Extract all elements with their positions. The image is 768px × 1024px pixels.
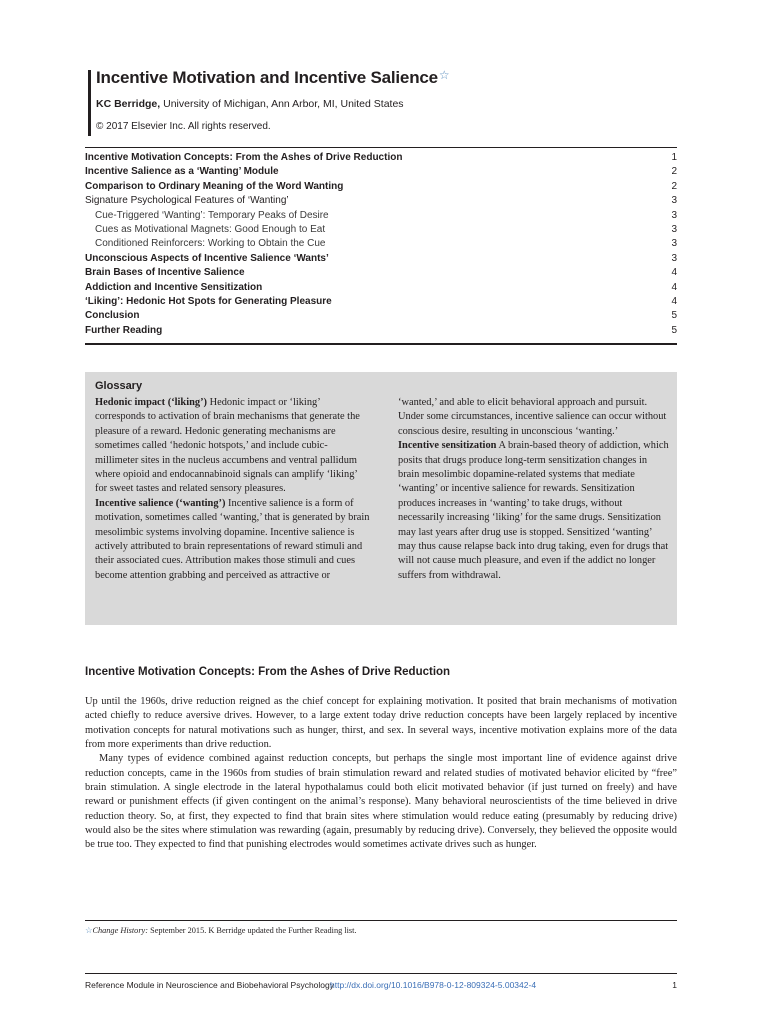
header-accent-bar <box>88 70 91 136</box>
toc-entry[interactable] <box>85 281 677 295</box>
author-name: KC Berridge, <box>96 98 161 110</box>
toc-entry-page: 4 <box>671 281 677 293</box>
page-number: 1 <box>672 980 677 990</box>
doi-link[interactable]: http://dx.doi.org/10.1016/B978-0-12-809324-5.00342-4 <box>330 980 537 990</box>
section-body <box>85 695 677 853</box>
glossary-entry <box>95 497 370 583</box>
glossary-box <box>85 372 677 625</box>
toc-top-rule <box>85 147 677 148</box>
toc-entry-page: 3 <box>671 238 677 250</box>
footnote-rule <box>85 920 677 921</box>
body-paragraph: Many types of evidence combined against reduction concepts, but perhaps the single most important line of evidence against drive reduction concepts, came in the 1960s from studies of brain stimulation reward and related studies of motivated behavior elicited by “free” brain stimulation. A single electrode in the lateral hypothalamus could both elicit motivated behavior (if just turned on freely) and have reward or punishment effects (if given contingent on the animal’s response). Many behavioral neuroscientists of the time believed in drive reduction theory. So, at first, they expected to find that brain sites where stimulation would reduce eating (presumably by reducing drive) would also be the sites where stimulation was rewarding (again, presumably by reducing drive). Conversely, they believed the opposite would be true too. They expected to find that punishing electrodes would sometimes activate drives such as hunger. <box>85 753 677 851</box>
toc-entry-page: 3 <box>671 195 677 207</box>
change-history-footnote <box>85 925 357 935</box>
toc-entry-label: Conditioned Reinforcers: Working to Obtain the Cue <box>95 238 326 250</box>
toc-entry-page: 5 <box>671 310 677 322</box>
toc-entry-page: 2 <box>671 180 677 192</box>
toc-entry[interactable] <box>85 309 677 323</box>
article-title <box>96 68 449 88</box>
footer-source: Reference Module in Neuroscience and Biobehavioral Psychology <box>85 980 335 990</box>
copyright-notice: © 2017 Elsevier Inc. All rights reserved. <box>96 121 271 132</box>
glossary-definition: A brain-based theory of addiction, which posits that drugs produce long-term sensitization changes in brain mesolimbic dopamine-related systems that mediate ‘wanting’ or incentive salience for rewards. Sensitization produces increases in ‘wanting’ to take drugs, without necessarily increasing ‘liking’ for the same drugs. Sensitization may last years after drug use is stopped. Sensitized ‘wanting’ may thus cause relapse back into drug taking, even for drugs that will not cause much pleasure, and even if the addict no longer suffers from withdrawal. <box>398 440 669 581</box>
toc-entry-label: Incentive Salience as a ‘Wanting’ Module <box>85 166 279 178</box>
toc-entry-page: 4 <box>671 295 677 307</box>
toc-bottom-rule <box>85 343 677 345</box>
toc-entry[interactable] <box>85 165 677 179</box>
toc-entry[interactable] <box>85 209 677 223</box>
glossary-entry <box>398 439 670 583</box>
toc-entry-label: Further Reading <box>85 324 163 336</box>
glossary-heading: Glossary <box>95 380 143 392</box>
toc-entry-label: Conclusion <box>85 310 140 322</box>
glossary-term: Hedonic impact (‘liking’) <box>95 397 207 408</box>
toc-entry[interactable] <box>85 266 677 280</box>
glossary-definition: Hedonic impact or ‘liking’ corresponds to activation of brain mechanisms that generate the pleasure of a reward. Hedonic generating mechanisms are sometimes called ‘hedonic hotspots,’ and include cubic-millimeter sites in the nucleus accumbens and ventral pallidum where opioid and endocannabinoid signals can amplify ‘liking’ for sweet tastes and related sensory pleasures. <box>95 397 360 495</box>
toc-entry[interactable] <box>85 324 677 338</box>
toc-entry-label: ‘Liking’: Hedonic Hot Spots for Generating Pleasure <box>85 295 332 307</box>
change-history-star-icon[interactable]: ☆ <box>438 68 450 82</box>
section-heading: Incentive Motivation Concepts: From the Ashes of Drive Reduction <box>85 666 451 678</box>
footnote-text: September 2015. K Berridge updated the Further Reading list. <box>148 926 357 935</box>
toc-entry[interactable] <box>85 151 677 165</box>
table-of-contents <box>85 151 677 338</box>
glossary-term: Incentive sensitization <box>398 440 497 452</box>
toc-entry-page: 5 <box>671 324 677 336</box>
toc-entry-label: Signature Psychological Features of ‘Wanting’ <box>85 195 289 207</box>
article-header <box>88 68 688 138</box>
glossary-right-column <box>398 396 670 583</box>
toc-entry[interactable] <box>85 252 677 266</box>
toc-entry-label: Addiction and Incentive Sensitization <box>85 281 263 293</box>
body-paragraph: Up until the 1960s, drive reduction reigned as the chief concept for explaining motivation. It posited that brain mechanisms of motivation acted chiefly to reduce aversive drives. However, to a large extent today drive reduction concepts have been largely replaced by incentive motivation concepts for natural motivations such as hunger, thirst, and sex. In several ways, incentive motivation explains more of the data from more experiments than drive reduction. <box>85 696 677 751</box>
glossary-entry <box>95 396 370 497</box>
glossary-left-column <box>95 396 370 583</box>
toc-entry[interactable] <box>85 237 677 251</box>
glossary-definition: Incentive salience is a form of motivation, sometimes called ‘wanting,’ that is generated by brain mesolimbic systems involving dopamine. Incentive salience is actively attributed to brain representations of reward stimuli and their associated cues. Attribution makes those stimuli and cues become attention grabbing and perceived as attractive or <box>95 497 370 581</box>
glossary-term: Incentive salience (‘wanting’) <box>95 497 226 509</box>
author-affiliation: University of Michigan, Ann Arbor, MI, United States <box>160 98 404 110</box>
toc-entry[interactable] <box>85 295 677 309</box>
toc-entry-label: Cue-Triggered ‘Wanting’: Temporary Peaks of Desire <box>95 209 329 221</box>
footer-rule <box>85 973 677 974</box>
toc-entry-page: 2 <box>671 166 677 178</box>
toc-entry-page: 4 <box>671 267 677 279</box>
toc-entry-label: Comparison to Ordinary Meaning of the Word Wanting <box>85 180 344 192</box>
toc-entry-page: 3 <box>671 223 677 235</box>
author-line <box>96 98 404 110</box>
footnote-star-icon: ☆ <box>85 926 93 935</box>
toc-entry-label: Unconscious Aspects of Incentive Salience ‘Wants’ <box>85 252 329 264</box>
glossary-entry-continued <box>398 396 670 439</box>
toc-entry-label: Incentive Motivation Concepts: From the Ashes of Drive Reduction <box>85 152 403 163</box>
title-text: Incentive Motivation and Incentive Salience <box>96 68 438 87</box>
toc-entry[interactable] <box>85 194 677 208</box>
glossary-definition: ‘wanted,’ and able to elicit behavioral approach and pursuit. Under some circumstances, incentive salience can occur without conscious desire, resulting in unconscious ‘wanting.’ <box>398 397 667 437</box>
footnote-label: Change History: <box>92 926 148 935</box>
toc-entry-page: 1 <box>671 152 677 163</box>
toc-entry-page: 3 <box>671 252 677 264</box>
toc-entry-label: Cues as Motivational Magnets: Good Enough to Eat <box>95 223 326 235</box>
toc-entry-label: Brain Bases of Incentive Salience <box>85 267 245 279</box>
toc-entry[interactable] <box>85 180 677 194</box>
toc-entry[interactable] <box>85 223 677 237</box>
toc-entry-page: 3 <box>671 209 677 221</box>
